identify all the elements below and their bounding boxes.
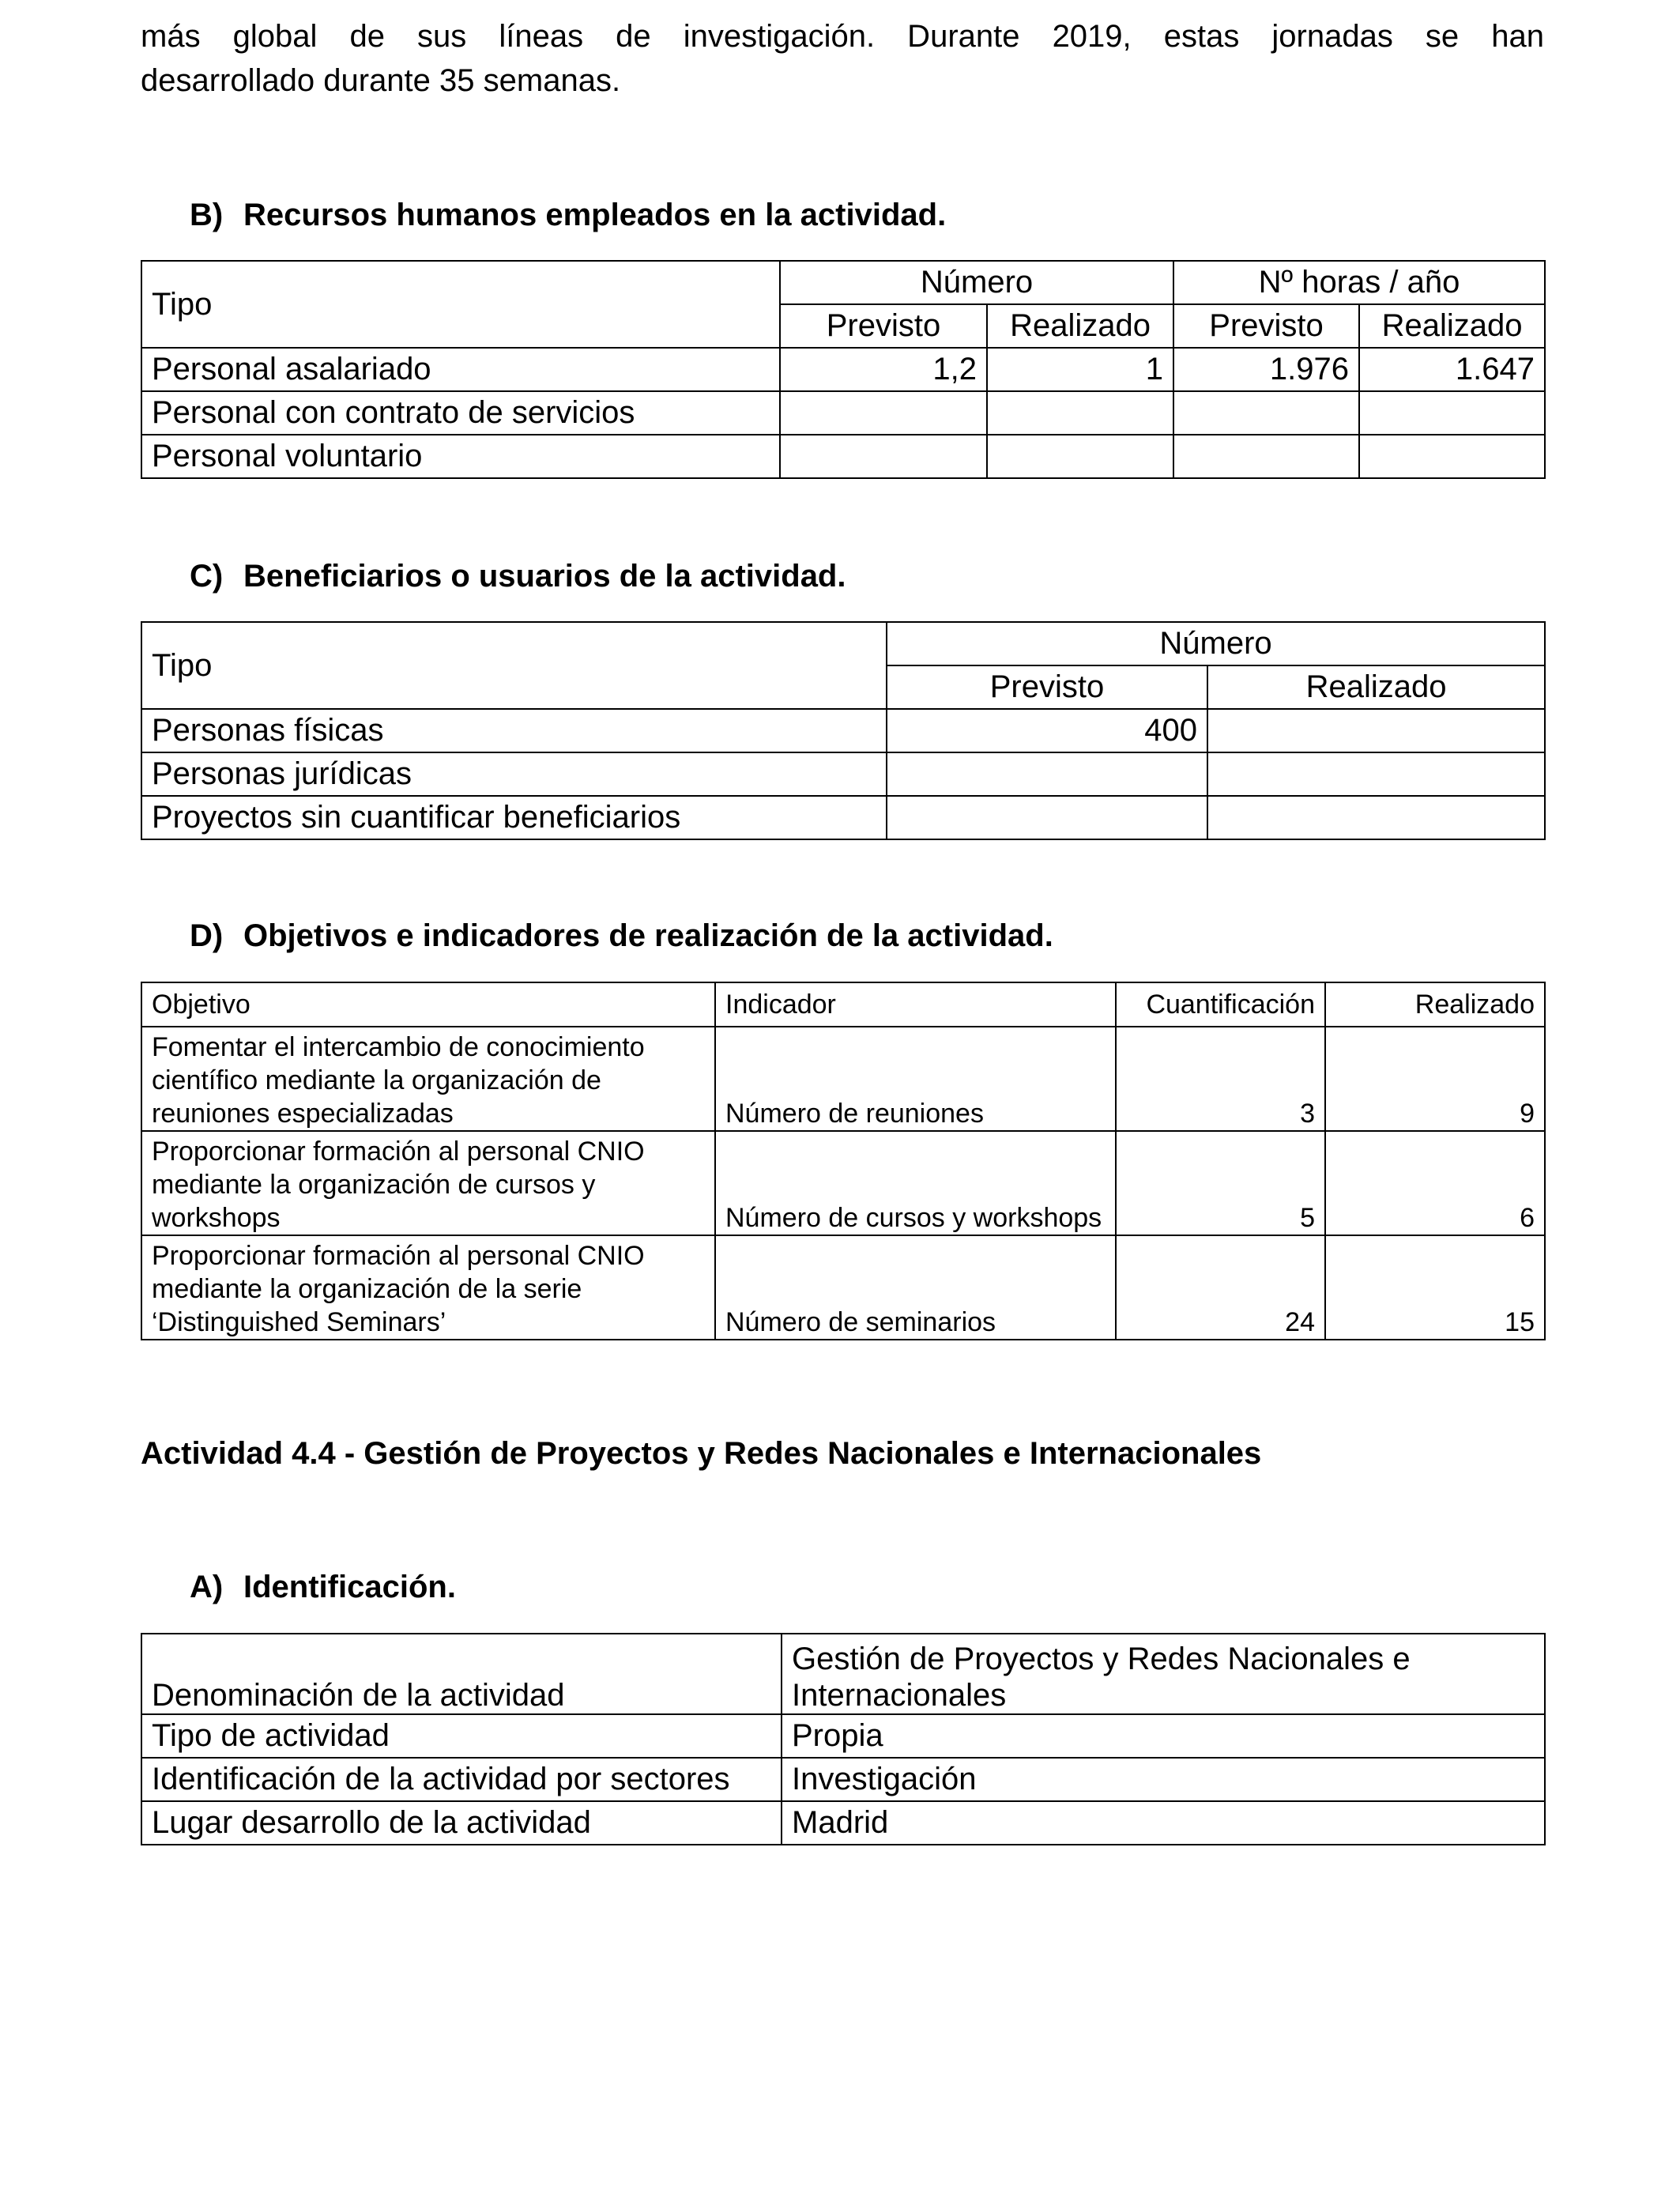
intro-paragraph <box>141 14 1544 103</box>
row-cuantificacion: 3 <box>1116 1027 1325 1131</box>
header-horas-realizado: Realizado <box>1359 304 1545 348</box>
table-row <box>141 348 1545 391</box>
section-c-heading <box>190 557 846 595</box>
section-b-title: Recursos humanos empleados en la actividad. <box>243 198 947 232</box>
section-a-letter: A) <box>190 1570 224 1604</box>
header-objetivo: Objetivo <box>141 982 715 1027</box>
row-realizado: 9 <box>1325 1027 1545 1131</box>
section-c-letter: C) <box>190 559 224 594</box>
section-a-title: Identificación. <box>243 1570 456 1604</box>
table-row <box>141 1235 1545 1340</box>
table-row <box>141 1027 1545 1131</box>
row-numero-previsto <box>780 435 987 478</box>
row-numero-previsto: 1,2 <box>780 348 987 391</box>
row-label: Lugar desarrollo de la actividad <box>141 1801 782 1845</box>
row-previsto <box>887 796 1207 839</box>
recursos-humanos-table <box>141 260 1546 479</box>
beneficiarios-table <box>141 621 1546 840</box>
row-label: Denominación de la actividad <box>141 1634 782 1714</box>
row-horas-realizado <box>1359 391 1545 435</box>
row-indicador: Número de seminarios <box>715 1235 1116 1340</box>
header-previsto: Previsto <box>887 665 1207 709</box>
intro-line-2: desarrollado durante 35 semanas. <box>141 63 621 98</box>
row-tipo: Personal voluntario <box>141 435 780 478</box>
table-row <box>141 1801 1545 1845</box>
row-previsto <box>887 752 1207 796</box>
intro-line-1: más global de sus líneas de investigación. Durante 2019, estas jornadas se han <box>141 19 1544 54</box>
row-realizado <box>1207 709 1545 752</box>
table-row <box>141 1634 1545 1714</box>
row-numero-realizado <box>987 435 1173 478</box>
identificacion-table <box>141 1633 1546 1845</box>
row-label: Identificación de la actividad por sectores <box>141 1758 782 1801</box>
header-numero-realizado: Realizado <box>987 304 1173 348</box>
header-numero: Número <box>780 261 1173 304</box>
row-value: Investigación <box>782 1758 1545 1801</box>
row-indicador: Número de reuniones <box>715 1027 1116 1131</box>
row-tipo: Proyectos sin cuantificar beneficiarios <box>141 796 887 839</box>
row-objetivo: Fomentar el intercambio de conocimiento científico mediante la organización de reuniones especializadas <box>141 1027 715 1131</box>
row-horas-previsto: 1.976 <box>1173 348 1359 391</box>
section-d-title: Objetivos e indicadores de realización de la actividad. <box>243 918 1053 953</box>
table-row <box>141 435 1545 478</box>
header-numero: Número <box>887 622 1545 665</box>
row-horas-realizado <box>1359 435 1545 478</box>
section-a-heading <box>190 1568 456 1606</box>
row-realizado: 6 <box>1325 1131 1545 1235</box>
row-numero-realizado <box>987 391 1173 435</box>
header-cuantificacion: Cuantificación <box>1116 982 1325 1027</box>
section-d-heading <box>190 917 1053 955</box>
row-tipo: Personal con contrato de servicios <box>141 391 780 435</box>
table-row <box>141 1758 1545 1801</box>
row-tipo: Personal asalariado <box>141 348 780 391</box>
header-numero-previsto: Previsto <box>780 304 987 348</box>
row-indicador: Número de cursos y workshops <box>715 1131 1116 1235</box>
row-numero-realizado: 1 <box>987 348 1173 391</box>
section-b-letter: B) <box>190 198 224 232</box>
table-row <box>141 752 1545 796</box>
table-row <box>141 1131 1545 1235</box>
header-tipo: Tipo <box>141 622 887 709</box>
row-tipo: Personas físicas <box>141 709 887 752</box>
row-cuantificacion: 24 <box>1116 1235 1325 1340</box>
row-horas-realizado: 1.647 <box>1359 348 1545 391</box>
row-realizado: 15 <box>1325 1235 1545 1340</box>
table-row <box>141 796 1545 839</box>
table-row <box>141 709 1545 752</box>
row-label: Tipo de actividad <box>141 1714 782 1758</box>
row-objetivo: Proporcionar formación al personal CNIO mediante la organización de cursos y workshops <box>141 1131 715 1235</box>
section-d-letter: D) <box>190 918 224 953</box>
row-previsto: 400 <box>887 709 1207 752</box>
row-value: Madrid <box>782 1801 1545 1845</box>
activity-title: Actividad 4.4 - Gestión de Proyectos y Redes Nacionales e Internacionales <box>141 1436 1262 1471</box>
row-numero-previsto <box>780 391 987 435</box>
row-value: Gestión de Proyectos y Redes Nacionales e Internacionales <box>782 1634 1545 1714</box>
table-row <box>141 391 1545 435</box>
header-indicador: Indicador <box>715 982 1116 1027</box>
row-tipo: Personas jurídicas <box>141 752 887 796</box>
row-value: Propia <box>782 1714 1545 1758</box>
row-objetivo: Proporcionar formación al personal CNIO mediante la organización de la serie ‘Distinguished Seminars’ <box>141 1235 715 1340</box>
row-realizado <box>1207 796 1545 839</box>
row-realizado <box>1207 752 1545 796</box>
objetivos-table <box>141 982 1546 1340</box>
section-b-heading <box>190 196 946 234</box>
header-realizado: Realizado <box>1325 982 1545 1027</box>
row-horas-previsto <box>1173 391 1359 435</box>
header-horas: Nº horas / año <box>1173 261 1545 304</box>
table-row <box>141 1714 1545 1758</box>
header-realizado: Realizado <box>1207 665 1545 709</box>
header-horas-previsto: Previsto <box>1173 304 1359 348</box>
header-tipo: Tipo <box>141 261 780 348</box>
row-cuantificacion: 5 <box>1116 1131 1325 1235</box>
section-c-title: Beneficiarios o usuarios de la actividad. <box>243 559 846 594</box>
row-horas-previsto <box>1173 435 1359 478</box>
